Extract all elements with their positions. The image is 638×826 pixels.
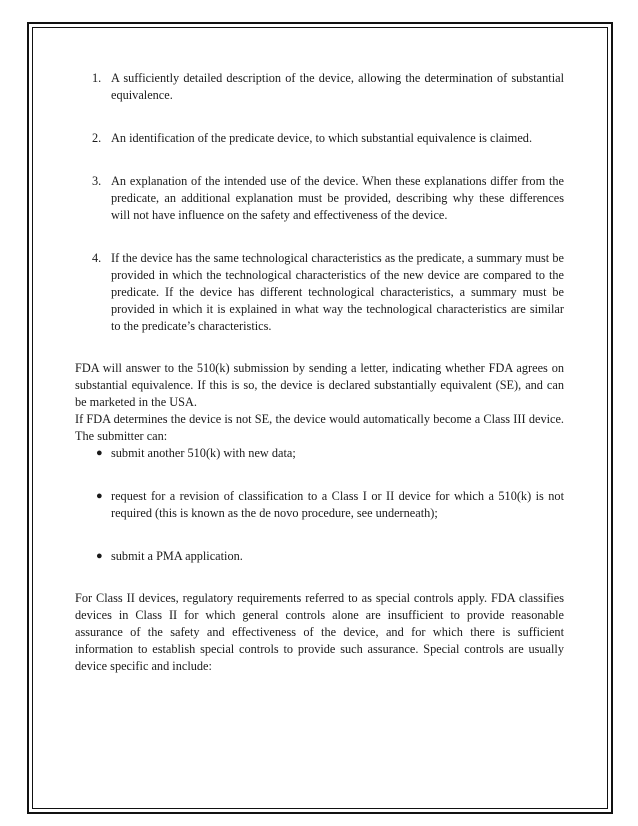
list-item xyxy=(75,70,564,104)
bullet-item xyxy=(75,445,564,462)
list-item-text: A sufficiently detailed description of the device, allowing the determination of substantial equivalence. xyxy=(111,71,564,102)
fda-answer-paragraph: FDA will answer to the 510(k) submission by sending a letter, indicating whether FDA agrees on substantial equivalence. If this is so, the device is declared substantially equivalent (SE), and can be marketed in the USA. xyxy=(75,361,564,409)
not-se-paragraph: If FDA determines the device is not SE, the device would automatically become a Class III device. The submitter can: xyxy=(75,412,564,443)
list-item-number: 2. xyxy=(92,131,102,145)
bullet-item-text: submit a PMA application. xyxy=(111,549,243,563)
bullet-icon: ● xyxy=(96,447,103,459)
list-item xyxy=(75,173,564,224)
submitter-options-list xyxy=(75,445,564,565)
bullet-item xyxy=(75,548,564,565)
class-ii-paragraph: For Class II devices, regulatory requirements referred to as special controls apply. FDA classifies devices in Class II for which general controls alone are insufficient to provide reasonable assurance of the safety and effectiveness of the device, and for which there is sufficient information to establish special controls to provide such assurance. Special controls are usually device specific and include: xyxy=(75,591,564,673)
bullet-item-text: submit another 510(k) with new data; xyxy=(111,446,296,460)
bullet-icon: ● xyxy=(96,490,103,502)
requirements-list xyxy=(75,70,564,335)
bullet-item-text: request for a revision of classification to a Class I or II device for which a 510(k) is not required (this is known as the de novo procedure, see underneath); xyxy=(111,489,564,520)
list-item xyxy=(75,250,564,335)
list-item-text: An identification of the predicate device, to which substantial equivalence is claimed. xyxy=(111,131,533,145)
list-item-text: An explanation of the intended use of the device. When these explanations differ from the predicate, an additional explanation must be provided, describing why these differences will not have influence on the safety and effectiveness of the device. xyxy=(111,174,564,222)
list-item-number: 4. xyxy=(92,251,102,265)
bullet-icon: ● xyxy=(96,550,103,562)
list-item-number: 3. xyxy=(92,174,102,188)
list-item-number: 1. xyxy=(92,71,102,85)
list-item xyxy=(75,130,564,147)
document-body xyxy=(75,70,564,675)
bullet-item xyxy=(75,488,564,522)
list-item-text: If the device has the same technological characteristics as the predicate, a summary must be provided in which the technological characteristics of the new device are compared to the predicate. If the device has different technological characteristics, a summary must be provided in which it is explained in what way the technological characteristics are similar to the predicate’s characteristics. xyxy=(111,251,564,333)
